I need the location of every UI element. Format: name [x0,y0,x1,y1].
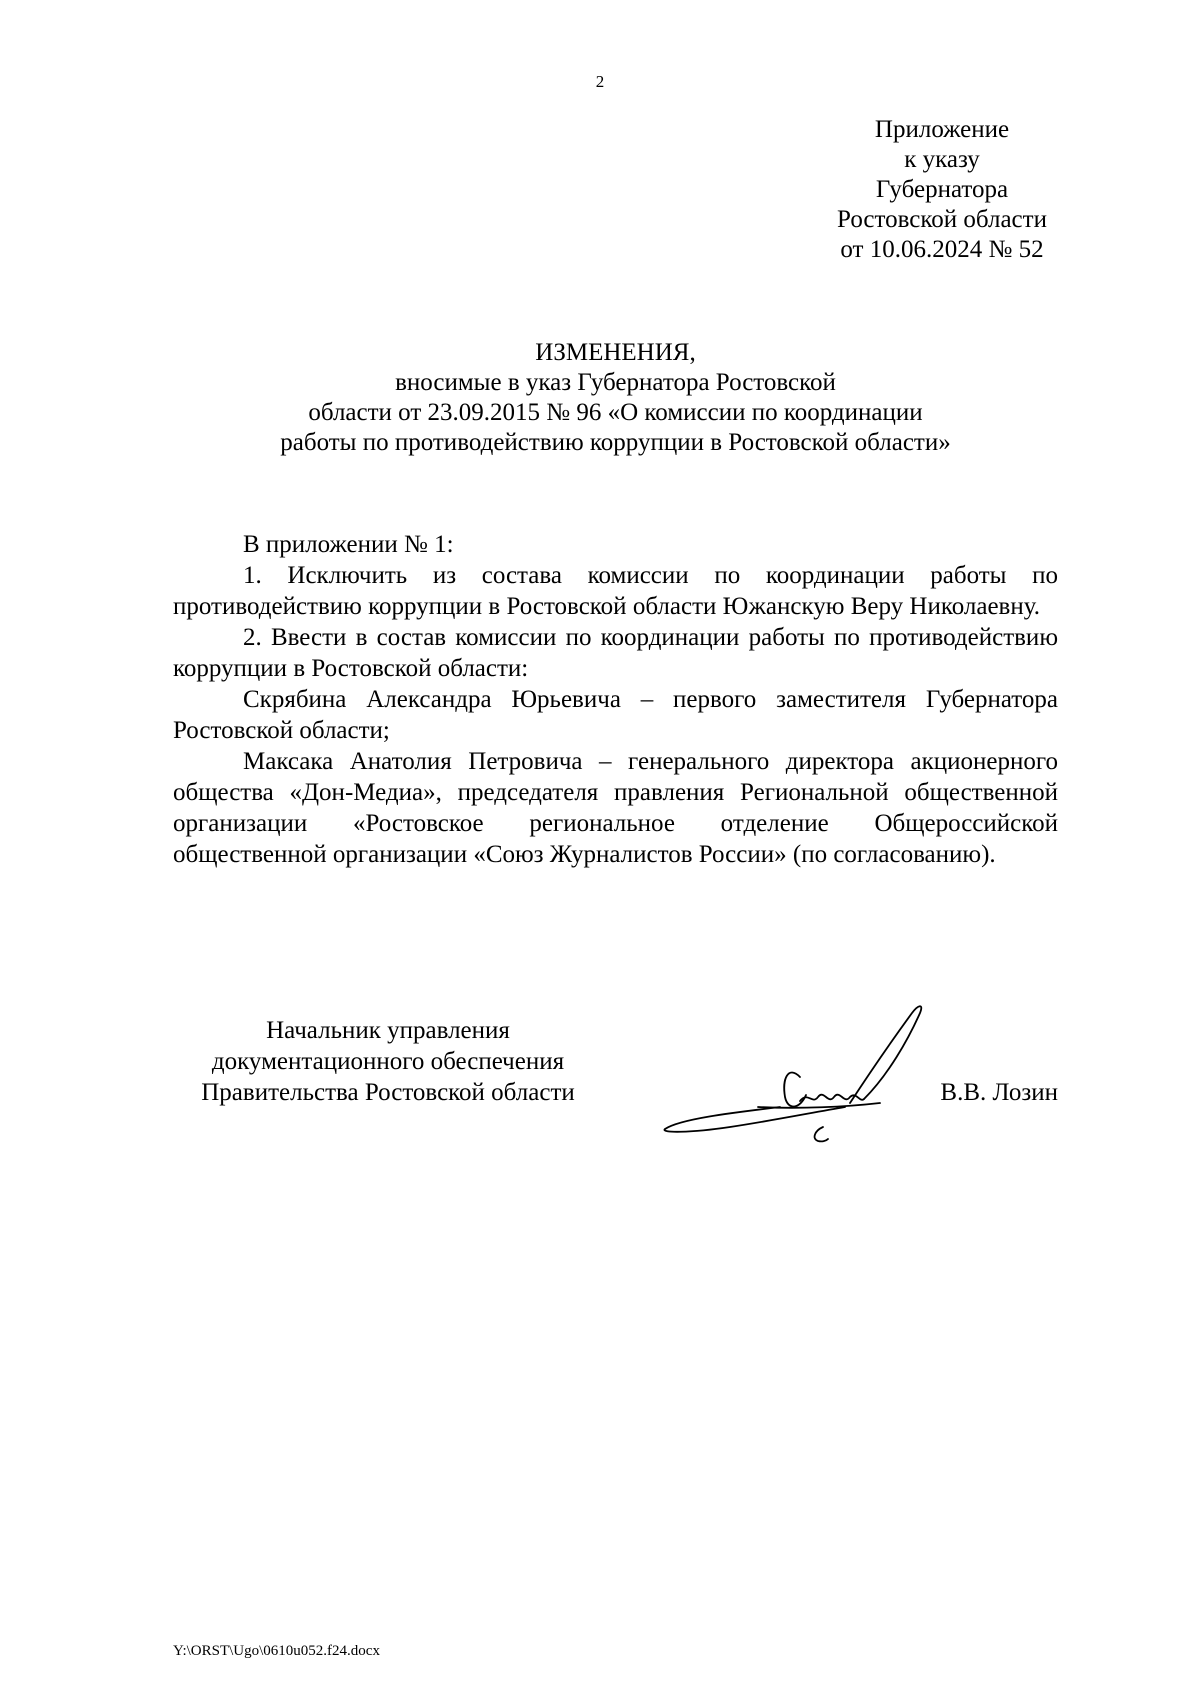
appendix-line: от 10.06.2024 № 52 [840,236,1044,263]
handwritten-signature [650,995,970,1145]
appendix-line: Ростовской области [837,206,1047,233]
appendix-line: к указу [904,146,980,173]
file-path: Y:\ORST\Ugo\0610u052.f24.docx [173,1643,380,1659]
body-paragraph: Максака Анатолия Петровича – генерального директора акционерного общества «Дон-Медиа», председателя правления Региональной общественной организации «Ростовское региональное отделение Общероссийской общественной организации «Союз Журналистов России» (по согласованию). [173,748,1058,868]
position-line: Начальник управления [266,1017,510,1044]
title-heading: ИЗМЕНЕНИЯ, [535,339,696,366]
document-title [173,338,1058,458]
appendix-line: Губернатора [875,176,1009,203]
signer-position [173,1015,603,1108]
page-number: 2 [595,72,605,91]
appendix-block [822,115,1062,265]
appendix-line: Приложение [874,116,1010,143]
body-paragraph: 1. Исключить из состава комиссии по координации работы по противодействию коррупции в Ростовской области Южанскую Веру Николаевну. [173,562,1058,620]
position-line: документационного обеспечения [211,1048,565,1075]
body-paragraph: В приложении № 1: [243,531,454,558]
signer-name: В.В. Лозин [940,1079,1058,1106]
body-paragraph: 2. Ввести в состав комиссии по координации работы по противодействию коррупции в Ростовской области: [173,624,1058,682]
position-line: Правительства Ростовской области [201,1079,575,1106]
body-paragraph: Скрябина Александра Юрьевича – первого заместителя Губернатора Ростовской области; [173,686,1058,744]
title-line: вносимые в указ Губернатора Ростовской [395,369,836,396]
title-line: работы по противодействию коррупции в Ростовской области» [280,429,951,456]
document-body [173,529,1058,870]
title-line: области от 23.09.2015 № 96 «О комиссии по координации [308,399,923,426]
